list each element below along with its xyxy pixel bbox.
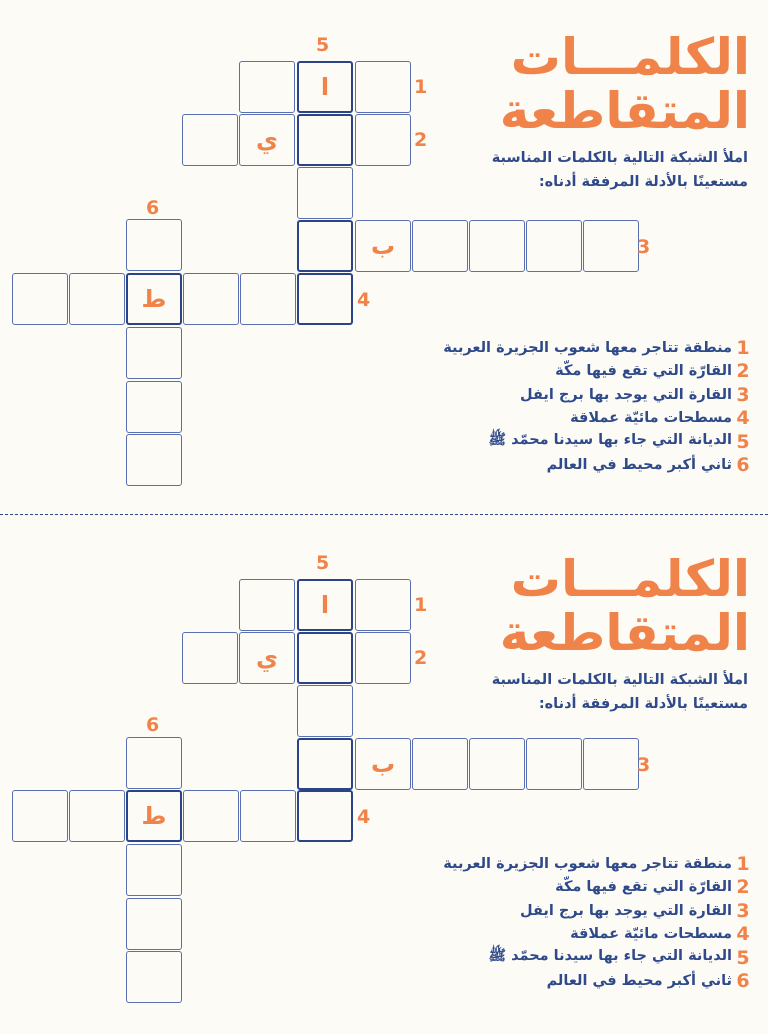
instructions-line-2: مستعينًا بالأدلة المرفقة أدناه: [538,696,748,712]
grid-cell[interactable]: ط [126,273,182,325]
clue-item [390,336,750,360]
grid-cell[interactable] [469,738,525,790]
clue-item [390,970,750,994]
clue-item [390,454,750,478]
grid-cell[interactable] [297,114,353,166]
grid-cell[interactable] [297,790,353,842]
grid-number: 3 [637,236,651,258]
clue-text: منطقة تتاجر معها شعوب الجزيرة العربية [443,339,732,356]
title-line-1: الكلمـــات [510,550,750,608]
grid-number: 5 [316,552,330,574]
clue-text: مسطحات مائيّة عملاقة [570,410,732,427]
grid-cell[interactable] [183,273,239,325]
clue-number: 1 [736,852,750,875]
clue-text: القارة التي يوجد بها برج ايفل [520,386,732,403]
clue-text: منطقة تتاجر معها شعوب الجزيرة العربية [443,855,732,872]
title-line-1: الكلمـــات [510,28,750,86]
grid-cell[interactable] [355,114,411,166]
grid-cell[interactable] [297,738,353,790]
grid-cell[interactable] [12,273,68,325]
clue-text: الديانة التي جاء بها سيدنا محمّد ﷺ [488,948,732,965]
grid-cell[interactable] [355,61,411,113]
clue-number: 5 [736,430,750,453]
clue-text: القارّة التي تقع فيها مكّة [555,363,732,380]
grid-number: 2 [414,129,428,151]
worksheet-title [450,30,750,138]
grid-cell[interactable] [355,632,411,684]
grid-cell[interactable]: ي [239,632,295,684]
grid-cell[interactable] [239,61,295,113]
grid-cell[interactable] [126,737,182,789]
grid-cell[interactable] [126,381,182,433]
grid-cell[interactable] [526,738,582,790]
grid-cell[interactable]: ي [239,114,295,166]
grid-number: 6 [146,197,160,219]
clue-text: مسطحات مائيّة عملاقة [570,926,732,943]
grid-cell[interactable] [297,167,353,219]
instructions [418,668,748,716]
grid-cell[interactable] [182,632,238,684]
grid-cell[interactable] [412,220,468,272]
grid-number: 3 [637,754,651,776]
grid-cell[interactable] [355,579,411,631]
grid-cell[interactable] [240,273,296,325]
grid-number: 2 [414,647,428,669]
grid-cell[interactable] [583,220,639,272]
instructions [418,146,748,194]
clue-text: القارّة التي تقع فيها مكّة [555,879,732,896]
clue-item [390,899,750,923]
grid-number: 1 [414,76,428,98]
grid-cell[interactable] [12,790,68,842]
clue-item [390,360,750,384]
grid-cell[interactable] [526,220,582,272]
grid-cell[interactable] [297,220,353,272]
worksheet-bottom [0,522,768,1034]
grid-cell[interactable]: ب [355,220,411,272]
clue-number: 3 [736,383,750,406]
clue-number: 3 [736,899,750,922]
clue-number: 6 [736,970,750,993]
clue-text: القارة التي يوجد بها برج ايفل [520,902,732,919]
grid-cell[interactable] [240,790,296,842]
clue-text: ثاني أكبر محيط في العالم [546,973,732,990]
clue-text: الديانة التي جاء بها سيدنا محمّد ﷺ [488,432,732,449]
clue-list [390,852,750,993]
clue-item [390,876,750,900]
clue-number: 2 [736,360,750,383]
grid-cell[interactable] [183,790,239,842]
grid-number: 5 [316,34,330,56]
grid-cell[interactable] [583,738,639,790]
grid-cell[interactable] [126,898,182,950]
instructions-line-2: مستعينًا بالأدلة المرفقة أدناه: [538,174,748,190]
grid-cell[interactable] [126,434,182,486]
grid-cell[interactable] [126,844,182,896]
clue-number: 4 [736,923,750,946]
clue-item [390,946,750,970]
grid-number: 6 [146,714,160,736]
clue-item [390,407,750,431]
grid-cell[interactable] [469,220,525,272]
grid-cell[interactable] [126,327,182,379]
grid-cell[interactable] [126,951,182,1003]
clue-number: 6 [736,454,750,477]
clue-item [390,923,750,947]
grid-cell[interactable]: ط [126,790,182,842]
worksheet-top [0,0,768,512]
clue-list [390,336,750,477]
grid-cell[interactable] [297,273,353,325]
grid-cell[interactable] [239,579,295,631]
clue-item [390,430,750,454]
grid-cell[interactable] [182,114,238,166]
instructions-line-1: املأ الشبكة التالية بالكلمات المناسبة [491,672,748,688]
clue-item [390,383,750,407]
grid-cell[interactable] [297,632,353,684]
grid-number: 4 [357,289,371,311]
grid-cell[interactable]: ا [297,61,353,113]
clue-number: 2 [736,876,750,899]
grid-number: 1 [414,594,428,616]
grid-number: 4 [357,806,371,828]
grid-cell[interactable] [412,738,468,790]
clue-text: ثاني أكبر محيط في العالم [546,457,732,474]
grid-cell[interactable] [297,685,353,737]
grid-cell[interactable]: ا [297,579,353,631]
worksheet-title [450,552,750,660]
clue-number: 1 [736,336,750,359]
title-line-2: المتقاطعة [499,82,750,140]
cut-line [0,514,768,515]
title-line-2: المتقاطعة [499,604,750,662]
clue-number: 5 [736,946,750,969]
instructions-line-1: املأ الشبكة التالية بالكلمات المناسبة [491,150,748,166]
grid-cell[interactable]: ب [355,738,411,790]
grid-cell[interactable] [126,219,182,271]
grid-cell[interactable] [69,790,125,842]
clue-number: 4 [736,407,750,430]
clue-item [390,852,750,876]
grid-cell[interactable] [69,273,125,325]
